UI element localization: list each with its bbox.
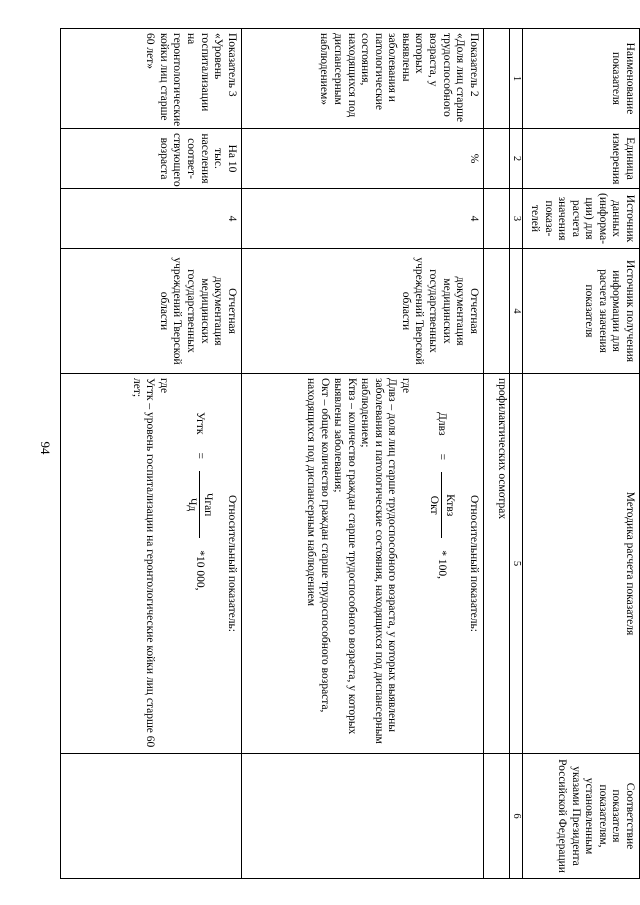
column-numbers-row [509,29,522,879]
formula [426,412,456,749]
formula-fraction [426,472,456,538]
indicator-unit: На 10 тыс. населения соответ-ствующего возраста [61,129,242,189]
section-label: профилактических осмотрах [483,374,509,754]
definition: Окт – общее количество граждан старше трудоспособного возраста, находящихся под диспансерным наблюдением [305,378,331,713]
indicator-compliance [241,754,483,879]
column-number: 3 [509,189,522,249]
formula-lhs: Длвз [435,412,448,436]
indicator-method [241,374,483,754]
column-number: 1 [509,29,522,129]
indicator-source: Отчетная документация медицинских государственных учреждений Тверской области [241,249,483,374]
indicator-unit: % [241,129,483,189]
column-number: 6 [509,754,522,879]
column-number: 4 [509,249,522,374]
formula [184,412,214,749]
header-name: Наименование показателя [523,29,640,129]
formula-equals: = [435,453,448,461]
indicator-source-code: 4 [61,189,242,249]
indicator-method [61,374,242,754]
section-row [483,29,509,879]
indicators-table [60,28,640,879]
indicator-source: Отчетная документация медицинских государственных учреждений Тверской области [61,249,242,374]
indicator-source-code: 4 [241,189,483,249]
column-number: 2 [509,129,522,189]
header-row [523,29,640,879]
column-number: 5 [509,374,522,754]
where-label: где [400,378,412,394]
page-number: 94 [38,441,53,455]
table-row [61,29,242,879]
indicator-compliance [61,754,242,879]
header-unit: Единица измерения [523,129,640,189]
where-label: где [158,378,170,394]
method-title: Относительный показатель: [467,495,480,632]
indicator-name: Показатель 2 «Доля лиц старше трудоспособного возраста, у которых выявлены заболевания и патологические состояния, находящихся под диспансерным наблюдением» [241,29,483,129]
header-method: Методика расчета показателя [523,374,640,754]
formula-numerator: Ктвз [441,472,457,538]
formula-numerator: Чгап [199,471,215,538]
formula-equals: = [193,452,206,459]
header-info-source: Источник получения информации для расчета значения показателя [523,249,640,374]
formula-lhs: Угтк [193,412,206,435]
definition: Длвз – доля лиц старше трудоспособного возраста, у которых выявлены заболевания и патологические состояния, находящихся под диспансерным наблюдением; [359,378,399,744]
rotated-page [60,28,640,878]
formula-tail: * 100, [435,550,448,580]
formula-fraction [184,471,214,538]
header-compliance: Соответствие показателя показателям, установленным указами Президента Российской Федерации [523,754,640,879]
header-data-source: Источник данных (информа-ции) для расчета значения показа-телей [523,189,640,249]
table-row [241,29,483,879]
formula-denominator: Окт [427,495,440,515]
definition: Угтк – уровень госпитализации на геронтологические койки лиц старше 60 лет; [130,378,157,748]
method-title: Относительный показатель: [225,495,238,632]
formula-tail: *10 000, [193,550,206,591]
indicator-name: Показатель 3 «Уровень госпитализации на геронтологические койки лиц старше 60 лет» [61,29,242,129]
definition: Ктвз – количество граждан старше трудоспособного возраста, у которых выявлены заболевания; [332,378,358,735]
formula-denominator: Чд [185,497,198,512]
